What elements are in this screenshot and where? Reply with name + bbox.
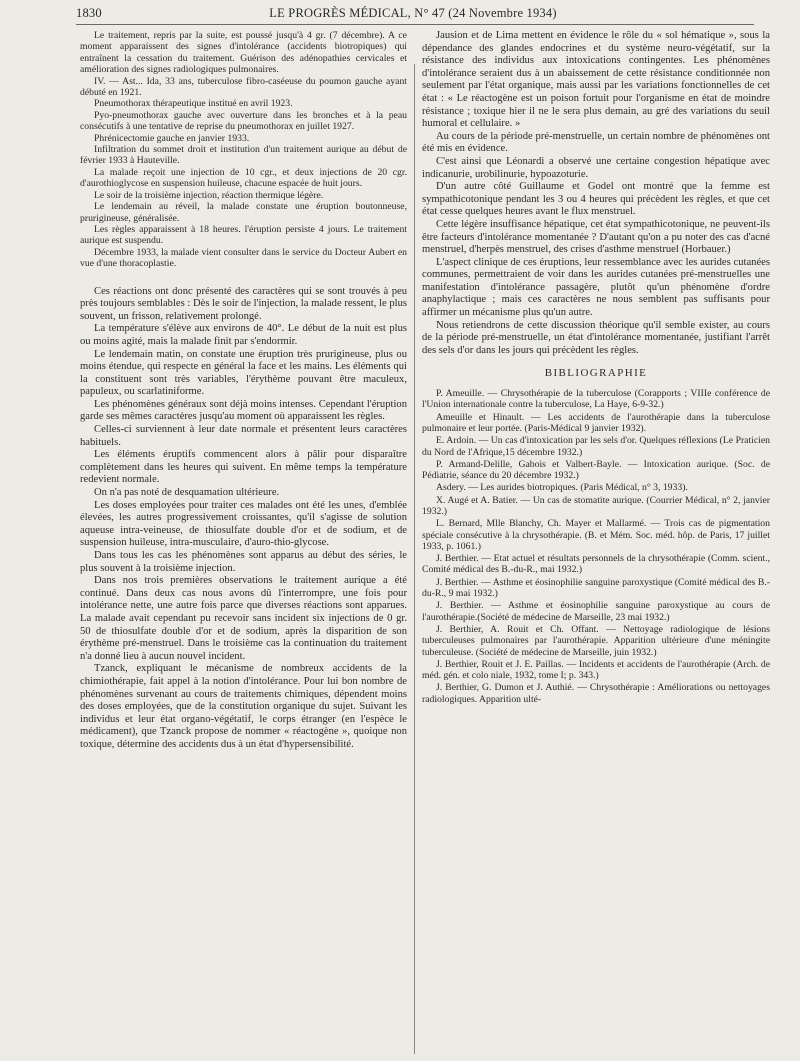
page-number: 1830 bbox=[76, 6, 102, 20]
body-paragraph: Jausion et de Lima mettent en évidence le rôle du « sol hématique », sous la dépendance des glandes endocrines et du système neuro-végétatif, sur la résistance des individus aux intoxications contingentes. Les phénomènes d'intolérance seraient dus à un abaissement de cette résistance conditionnée non seulement par l'état organique, mais aussi par les variations fonctionnelles de cet état : « Le réactogène est un poison fortuit pour l'organisme en état de moindre résistance ; toxique hier il ne le sera plus demain, au gré des variations du seuil humoral et cellulaire. » bbox=[422, 30, 770, 130]
case-paragraph: Infiltration du sommet droit et institution d'un traitement aurique au début de février 1933 à Hauteville. bbox=[80, 144, 407, 167]
header-rule bbox=[76, 24, 754, 25]
body-paragraph: Nous retiendrons de cette discussion théorique qu'il semble exister, au cours de la période pré-menstruelle, un état d'intolérance momentanée, justifiant l'arrêt des sels d'or dans les jours qui précèdent les règles. bbox=[422, 319, 770, 356]
body-paragraph: L'aspect clinique de ces éruptions, leur ressemblance avec les aurides cutanées communes, permettraient de voir dans les aurides cutanées pré-menstruelles une manifestation d'intolérance passagère, plutôt qu'un phénomène d'ordre anaphylactique ; mais ces caractères ne nous semblent pas suffisants pour affirmer un mécanisme plus qu'un autre. bbox=[422, 256, 770, 319]
case-paragraph: Les règles apparaissent à 18 heures. l'éruption persiste 4 jours. Le traitement aurique est suspendu. bbox=[80, 223, 407, 247]
body-paragraph: Cette légère insuffisance hépatique, cet état sympathicotonique, ne peuvent-ils être facteurs d'intolérance momentanée ? D'autant qu'on a pu noter des cas d'acné menstruel, d'herpès menstruel, des crises d'asthme menstruel (Horbauer.) bbox=[422, 218, 770, 256]
body-paragraph: On n'a pas noté de desquamation ultérieure. bbox=[94, 487, 280, 499]
bibliography-entry: J. Berthier, A. Rouit et Ch. Offant. — Nettoyage radiologique de lésions tuberculeuses pulmonaires par l'aurothérapie. Apparition ultérieure d'une méningite tuberculeuse. (Société de médecine de Marseille, juin 1932.) bbox=[422, 623, 770, 658]
body-paragraph: Celles-ci surviennent à leur date normale et présentent leurs caractères habituels. bbox=[80, 424, 407, 448]
body-paragraph: C'est ainsi que Léonardi a observé une certaine congestion hépatique avec indicanurie, urobilinurie, hypoazoturie. bbox=[422, 155, 770, 180]
bibliography-entry: J. Berthier. — Asthme et éosinophilie sanguine paroxystique (Comité médical des B.-du-R., 9 mai 1932.) bbox=[422, 576, 770, 600]
bibliography-entry: J. Berthier, Rouit et J. E. Paillas. — Incidents et accidents de l'aurothérapie (Arch. de méd. gén. et colo niale, 1932, tome I; p. 343.) bbox=[422, 658, 770, 682]
body-paragraph: D'un autre côté Guillaume et Godel ont montré que la femme est sympathicotonique pendant les 3 ou 4 heures qui précèdent les règles, et que cet état cesse quelques heures avant le flux menstruel. bbox=[422, 181, 770, 218]
body-paragraph: Ces réactions ont donc présenté des caractères qui se sont trouvés à peu près toujours semblables : Dès le soir de l'injection, la malade ressent, le plus souvent, un frisson, relativement prolongé. bbox=[80, 285, 407, 322]
journal-title: LE PROGRÈS MÉDICAL, N° 47 (24 Novembre 1934) bbox=[269, 6, 557, 20]
bibliography-heading: BIBLIOGRAPHIE bbox=[544, 367, 648, 380]
body-paragraph: Les éléments éruptifs commencent alors à pâlir pour disparaître complètement dans les heures qui suivent. En même temps la température redevient normale. bbox=[80, 449, 407, 486]
bibliography-entry: J. Berthier, G. Dumon et J. Authié. — Chrysothérapie : Améliorations ou nettoyages radiologiques. Apparition ulté- bbox=[422, 682, 770, 705]
bibliography-entry: J. Berthier. — Asthme et éosinophilie sanguine paroxystique au cours de l'aurothérapie.(Société de médecine de Marseille, 23 mai 1932.) bbox=[422, 600, 770, 623]
body-paragraph: Dans tous les cas les phénomènes sont apparus au début des séries, le plus souvent à la troisième injection. bbox=[80, 550, 407, 574]
bibliography-entry: Ameuille et Hinault. — Les accidents de l'aurothérapie dans la tuberculose pulmonaire et leur portée. (Paris-Médical 9 janvier 1932). bbox=[422, 411, 770, 434]
body-paragraph: Au cours de la période pré-menstruelle, un certain nombre de phénomènes ont été mis en évidence. bbox=[422, 130, 770, 155]
bibliography-entry: E. Ardoin. — Un cas d'intoxication par les sels d'or. Quelques réflexions (Le Praticien du Nord de l'Afrique,15 décembre 1932.) bbox=[422, 435, 770, 458]
case-paragraph: Pneumothorax thérapeutique institué en avril 1923. bbox=[94, 98, 293, 110]
case-paragraph: Décembre 1933, la malade vient consulter dans le service du Docteur Aubert en vue d'une thoracoplastie. bbox=[80, 246, 407, 270]
body-paragraph: La température s'élève aux environs de 40°. Le début de la nuit est plus ou moins agité, mais la malade finit par s'endormir. bbox=[80, 323, 407, 347]
bibliography-entry: L. Bernard, Mlle Blanchy, Ch. Mayer et Mallarmé. — Trois cas de pigmentation spéciale consécutive à la chrysothérapie. (B. et Mém. Soc. méd. hôp. de Paris, 17 juillet 1933, p. 1061.) bbox=[422, 518, 770, 552]
bibliography-entry: J. Berthier. — Etat actuel et résultats personnels de la chrysothérapie (Comm. scient., Comité médical des B.-du-R., mai 1932.) bbox=[422, 553, 770, 576]
body-paragraph: Le lendemain matin, on constate une éruption très prurigineuse, plus ou moins étendue, qui respecte en général la face et les mains. Les éléments qui la constituent sont très variables, l'érythème pouvant être maculeux, papuleux, ou scarlatiniforme. bbox=[80, 348, 407, 398]
bibliography-entry: P. Ameuille. — Chrysothérapie de la tuberculose (Corapports ; VIIIe conférence de l'Union internationale contre la tuberculose, La Haye, 6-9-32.) bbox=[422, 388, 770, 411]
bibliography-entry: Asdery. — Les aurides biotropiques. (Paris Médical, n° 3, 1933). bbox=[436, 482, 688, 494]
body-paragraph: Dans nos trois premières observations le traitement aurique a été continué. Dans deux cas nous avons dû l'interrompre, une fois pour intolérance nette, une autre fois parce que diverses réactions sont apparues. La malade avait cependant pu recevoir sans incident six injections de 0 gr. 50 de thiosulfate double d'or et de sodium, après la disparition de son érythème pré-menstruel. Dans le troisième cas la continuation du traitement n'a donné lieu à aucun nouvel incident. bbox=[80, 575, 407, 662]
case-paragraph: La malade reçoit une injection de 10 cgr., et deux injections de 20 cgr. d'aurothioglycose en suspension huileuse, chacune espacée de huit jours. bbox=[80, 166, 407, 190]
column-divider bbox=[414, 64, 415, 1054]
body-paragraph: Tzanck, expliquant le mécanisme de nombreux accidents de la chimiothérapie, fait appel à la notion d'intolérance. Pour lui bon nombre de phénomènes survenant au cours de traitements chimiques, dépendent moins des doses employées, que de la constitution organique du sujet. Suivant les individus et leur état organo-végétatif, le corps étranger (en l'espèce le médicament), que Tzanck propose de nommer « réactogène », quoique non toxique, détermine des accidents dus à un état d'hypersensibilité. bbox=[80, 663, 407, 750]
case-paragraph: Phrénicectomie gauche en janvier 1933. bbox=[94, 132, 250, 144]
right-column bbox=[422, 30, 770, 706]
running-header bbox=[76, 4, 750, 24]
body-paragraph: Les phénomènes généraux sont déjà moins intenses. Cependant l'éruption garde ses mêmes caractères jusqu'au moment où apparaissent les règles. bbox=[80, 398, 407, 423]
left-column bbox=[80, 30, 407, 752]
bibliography-entry: P. Armand-Delille, Gabois et Valbert-Bayle. — Intoxication aurique. (Soc. de Pédiatrie, séance du 20 décembre 1932.) bbox=[422, 458, 770, 482]
case-paragraph: Pyo-pneumothorax gauche avec ouverture dans les bronches et à la peau consécutifs à une tentative de reprise du pneumothorax en juillet 1927. bbox=[80, 109, 407, 133]
body-paragraph: Les doses employées pour traiter ces malades ont été les unes, d'emblée élevées, les autres progressivement croissantes, qu'il s'agisse de solution aqueuse intra-veineuse, de thiosulfate double d'or et de sodium, et de suspension huileuse, intra-musculaire, d'auro-thio-glycose. bbox=[80, 499, 407, 549]
bibliography-entry: X. Augé et A. Batier. — Un cas de stomatite aurique. (Courrier Médical, n° 2, janvier 1932.) bbox=[422, 494, 770, 517]
case-report bbox=[80, 30, 407, 270]
case-paragraph: Le traitement, repris par la suite, est poussé jusqu'à 4 gr. (7 décembre). A ce moment apparaissent des signes d'intolérance (accidents biotropiques) qui entraînent la cessation du traitement. Guérison des adénopathies cervicales et amélioration des signes radiologiques pulmonaires. bbox=[80, 30, 407, 76]
case-paragraph: Le lendemain au réveil, la malade constate une éruption boutonneuse, prurigineuse, généralisée. bbox=[80, 201, 407, 224]
case-paragraph: IV. — Ast... Ida, 33 ans, tuberculose fibro-caséeuse du poumon gauche ayant débuté en 1921. bbox=[80, 75, 407, 99]
case-paragraph: Le soir de la troisième injection, réaction thermique légère. bbox=[94, 189, 324, 201]
